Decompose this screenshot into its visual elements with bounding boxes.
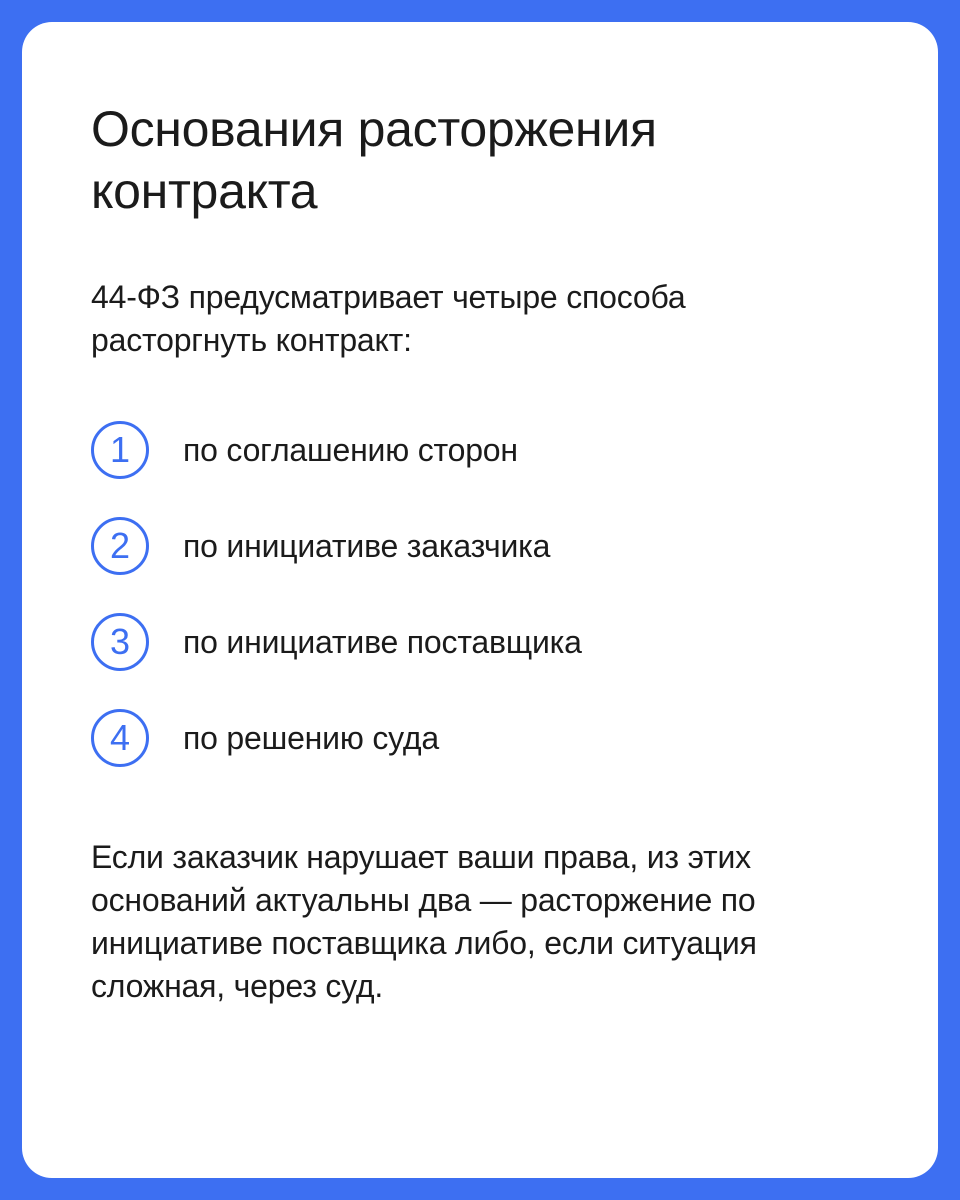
list-item	[91, 514, 582, 578]
number-badge-4: 4	[91, 709, 149, 767]
list-item-label: по соглашению сторон	[183, 431, 518, 468]
list-item	[91, 418, 582, 482]
list-item-label: по инициативе заказчика	[183, 527, 551, 564]
termination-grounds-list	[91, 418, 582, 802]
number-badge-3: 3	[91, 613, 149, 671]
number-badge-1: 1	[91, 421, 149, 479]
intro-text: 44-ФЗ предусматривает четыре способа расторгнуть контракт:	[91, 279, 686, 358]
content-card	[22, 22, 938, 1178]
list-item	[91, 706, 582, 770]
list-item-label: по инициативе поставщика	[183, 623, 582, 660]
list-item	[91, 610, 582, 674]
list-item-label: по решению суда	[183, 719, 439, 756]
number-badge-2: 2	[91, 517, 149, 575]
page-title: Основания расторжения контракта	[91, 101, 657, 219]
footer-text: Если заказчик нарушает ваши права, из этих оснований актуальны два — расторжение по инициативе поставщика либо, если ситуация сложная, через суд.	[91, 839, 757, 1004]
